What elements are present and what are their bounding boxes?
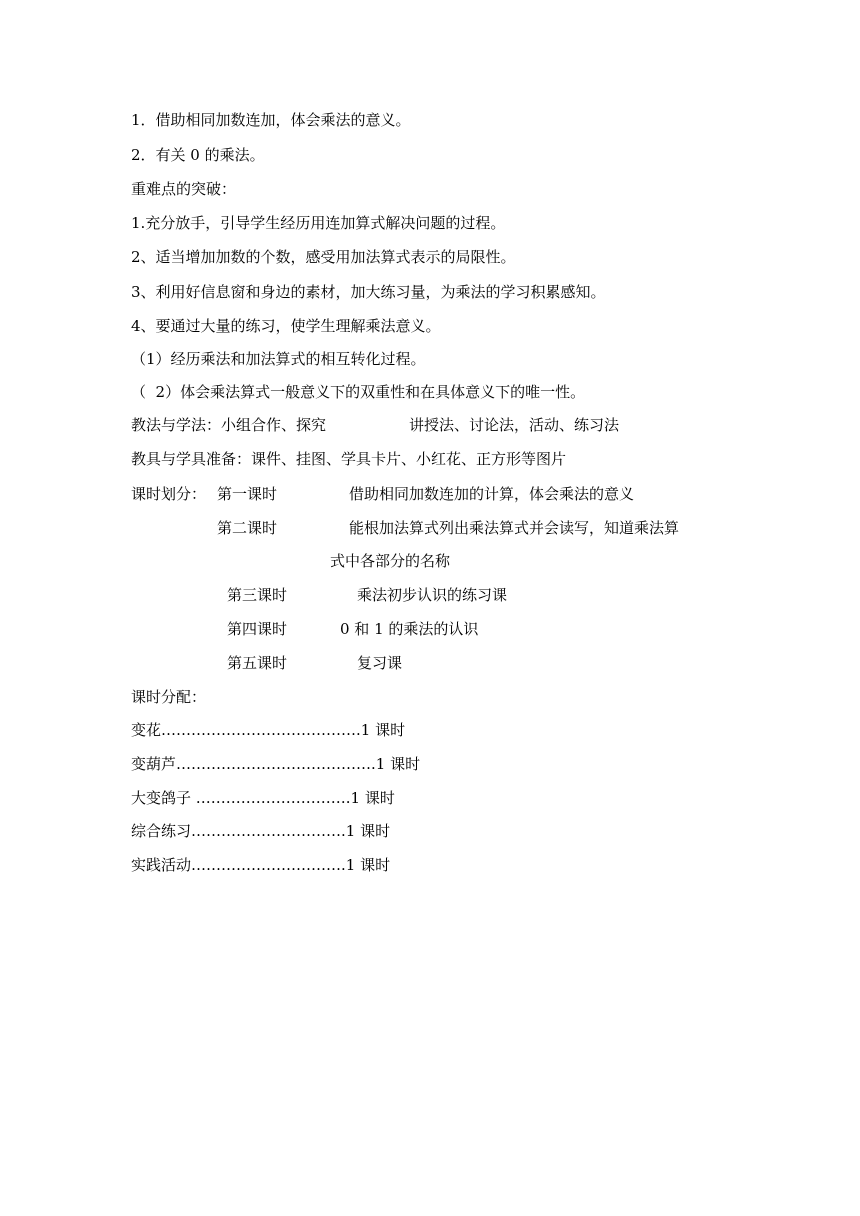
period-5-name: 第五课时 <box>227 654 288 672</box>
point-2: 2．有关 0 的乘法。 <box>131 146 265 164</box>
period-4-desc: 0 和 1 的乘法的认识 <box>340 620 479 638</box>
allocation-item: 变花………………………………….1 课时 <box>131 721 406 739</box>
period-5-desc: 复习课 <box>357 654 403 672</box>
allocation-item: 变葫芦………………………………….1 课时 <box>131 755 421 773</box>
allocation-item: 大变鸽子 ………………………….1 课时 <box>131 789 395 807</box>
breakthrough-4: 4、要通过大量的练习，使学生理解乘法意义。 <box>131 317 441 335</box>
allocation-item: 综合练习………………………….1 课时 <box>131 822 391 840</box>
period-4-name: 第四课时 <box>227 620 288 638</box>
breakthrough-3: 3、利用好信息窗和身边的素材，加大练习量，为乘法的学习积累感知。 <box>131 283 606 301</box>
sub-point-2: （ 2）体会乘法算式一般意义下的双重性和在具体意义下的唯一性。 <box>131 383 586 401</box>
schedule-label: 课时划分： <box>131 485 207 503</box>
section-heading-breakthrough: 重难点的突破： <box>131 180 237 198</box>
allocation-item: 实践活动………………………….1 课时 <box>131 856 391 874</box>
point-1: 1．借助相同加数连加，体会乘法的意义。 <box>131 111 411 129</box>
period-2-desc: 能根加法算式列出乘法算式并会读写，知道乘法算 <box>349 519 680 537</box>
breakthrough-1: 1.充分放手，引导学生经历用连加算式解决问题的过程。 <box>131 214 506 232</box>
period-3-desc: 乘法初步认识的练习课 <box>357 586 508 604</box>
breakthrough-2: 2、适当增加加数的个数，感受用加法算式表示的局限性。 <box>131 248 516 266</box>
methods-value: 讲授法、讨论法，活动、练习法 <box>409 416 620 434</box>
period-2-desc-continued: 式中各部分的名称 <box>330 552 451 570</box>
allocation-title: 课时分配： <box>131 688 207 706</box>
period-3-name: 第三课时 <box>227 586 288 604</box>
tools-line: 教具与学具准备：课件、挂图、学具卡片、小红花、正方形等图片 <box>131 450 567 468</box>
methods-label: 教法与学法：小组合作、探究 <box>131 416 327 434</box>
period-1-name: 第一课时 <box>217 485 278 503</box>
sub-point-1: （1）经历乘法和加法算式的相互转化过程。 <box>131 350 426 368</box>
period-2-name: 第二课时 <box>217 519 278 537</box>
period-1-desc: 借助相同加数连加的计算，体会乘法的意义 <box>349 485 635 503</box>
